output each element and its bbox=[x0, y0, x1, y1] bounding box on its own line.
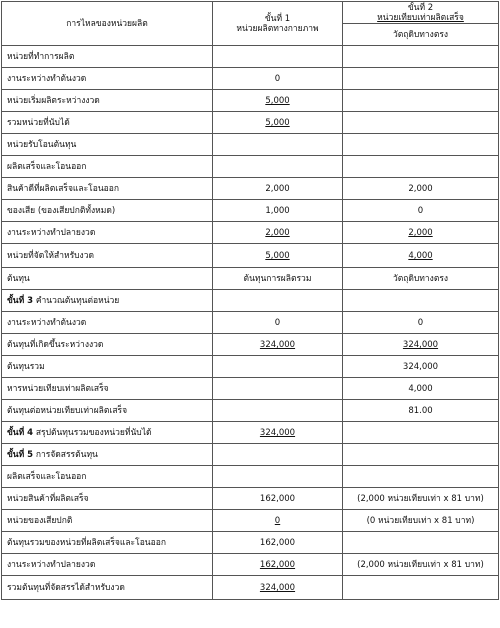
row-label-text: รวมหน่วยที่นับได้ bbox=[7, 117, 70, 128]
equivalent-units-cell bbox=[343, 68, 499, 90]
row-label bbox=[2, 222, 213, 244]
table-row bbox=[2, 554, 499, 576]
equivalent-units-cell bbox=[343, 356, 499, 378]
equivalent-units-cell bbox=[343, 134, 499, 156]
table-row bbox=[2, 400, 499, 422]
row-label-text: หน่วยที่จัดให้สำหรับงวด bbox=[7, 250, 94, 261]
row-label-text: การจัดสรรต้นทุน bbox=[35, 449, 98, 460]
table-row bbox=[2, 156, 499, 178]
equivalent-units-cell bbox=[343, 90, 499, 112]
physical-units-cell bbox=[213, 510, 343, 532]
step1-header bbox=[213, 2, 343, 46]
row-label-text: ต้นทุน bbox=[7, 273, 30, 284]
step1-subtitle: หน่วยผลิตทางกายภาพ bbox=[236, 23, 319, 34]
equivalent-units-cell bbox=[343, 290, 499, 312]
equivalent-units-cell bbox=[343, 46, 499, 68]
cell-value: 2,000 bbox=[408, 227, 433, 238]
cell-value: 81.00 bbox=[408, 405, 433, 416]
cell-value: (2,000 หน่วยเทียบเท่า x 81 บาท) bbox=[357, 493, 484, 504]
cell-value: ต้นทุนการผลิตรวม bbox=[243, 273, 312, 284]
row-label-text: คำนวณต้นทุนต่อหน่วย bbox=[35, 295, 120, 306]
row-label-text: งานระหว่างทำปลายงวด bbox=[7, 559, 96, 570]
row-label bbox=[2, 68, 213, 90]
physical-units-cell bbox=[213, 90, 343, 112]
table-row bbox=[2, 90, 499, 112]
physical-units-cell bbox=[213, 290, 343, 312]
cell-value: 2,000 bbox=[265, 183, 290, 194]
physical-units-cell bbox=[213, 68, 343, 90]
table-row bbox=[2, 576, 499, 600]
cell-value: (0 หน่วยเทียบเท่า x 81 บาท) bbox=[366, 515, 475, 526]
table-row bbox=[2, 488, 499, 510]
equivalent-units-cell bbox=[343, 532, 499, 554]
row-label bbox=[2, 334, 213, 356]
equivalent-units-cell bbox=[343, 334, 499, 356]
table-row bbox=[2, 334, 499, 356]
row-label bbox=[2, 466, 213, 488]
physical-units-cell bbox=[213, 400, 343, 422]
step-number: ขั้นที่ 4 bbox=[7, 427, 34, 438]
row-label bbox=[2, 510, 213, 532]
row-label-text: ต้นทุนรวมของหน่วยที่ผลิตเสร็จและโอนออก bbox=[7, 537, 166, 548]
table-row bbox=[2, 112, 499, 134]
equivalent-units-cell bbox=[343, 554, 499, 576]
table-row bbox=[2, 290, 499, 312]
cell-value: 1,000 bbox=[265, 205, 290, 216]
step2-title: ขั้นที่ 2 bbox=[407, 2, 434, 13]
flow-of-units-header: การไหลของหน่วยผลิต bbox=[2, 2, 213, 46]
table-row bbox=[2, 312, 499, 334]
cell-value: 324,000 bbox=[402, 361, 439, 372]
row-label-text: ผลิตเสร็จและโอนออก bbox=[7, 471, 87, 482]
physical-units-cell bbox=[213, 112, 343, 134]
table-row bbox=[2, 134, 499, 156]
physical-units-cell bbox=[213, 46, 343, 68]
equivalent-units-cell bbox=[343, 112, 499, 134]
physical-units-cell bbox=[213, 244, 343, 268]
physical-units-cell bbox=[213, 422, 343, 444]
row-label bbox=[2, 46, 213, 68]
table-row bbox=[2, 68, 499, 90]
row-label bbox=[2, 90, 213, 112]
process-costing-table bbox=[1, 1, 499, 600]
cell-value: 0 bbox=[274, 515, 281, 526]
cell-value: 5,000 bbox=[265, 117, 290, 128]
equivalent-units-cell bbox=[343, 488, 499, 510]
cell-value: 324,000 bbox=[259, 339, 296, 350]
physical-units-cell bbox=[213, 378, 343, 400]
row-label-text: งานระหว่างทำต้นงวด bbox=[7, 73, 87, 84]
table-row bbox=[2, 268, 499, 290]
cell-value: 162,000 bbox=[259, 559, 296, 570]
row-label-text: ผลิตเสร็จและโอนออก bbox=[7, 161, 87, 172]
row-label-text: หารหน่วยเทียบเท่าผลิตเสร็จ bbox=[7, 383, 109, 394]
physical-units-cell bbox=[213, 222, 343, 244]
cell-value: 0 bbox=[274, 317, 281, 328]
equivalent-units-cell bbox=[343, 268, 499, 290]
equivalent-units-cell bbox=[343, 510, 499, 532]
step-number: ขั้นที่ 3 bbox=[7, 295, 34, 306]
row-label-text: งานระหว่างทำต้นงวด bbox=[7, 317, 87, 328]
table-row bbox=[2, 378, 499, 400]
equivalent-units-cell bbox=[343, 422, 499, 444]
row-label bbox=[2, 576, 213, 600]
row-label-text: สินค้าดีที่ผลิตเสร็จและโอนออก bbox=[7, 183, 120, 194]
step-number: ขั้นที่ 5 bbox=[7, 449, 34, 460]
table-row bbox=[2, 466, 499, 488]
equivalent-units-cell bbox=[343, 312, 499, 334]
equivalent-units-cell bbox=[343, 156, 499, 178]
physical-units-cell bbox=[213, 488, 343, 510]
table-row bbox=[2, 46, 499, 68]
equivalent-units-cell bbox=[343, 200, 499, 222]
cell-value: 162,000 bbox=[259, 493, 296, 504]
row-label bbox=[2, 312, 213, 334]
table-row bbox=[2, 356, 499, 378]
row-label-text: หน่วยรับโอนต้นทุน bbox=[7, 139, 77, 150]
row-label bbox=[2, 268, 213, 290]
row-label bbox=[2, 378, 213, 400]
physical-units-cell bbox=[213, 268, 343, 290]
physical-units-cell bbox=[213, 466, 343, 488]
step2-header bbox=[343, 2, 499, 24]
row-label bbox=[2, 290, 213, 312]
cell-value: 162,000 bbox=[259, 537, 296, 548]
row-label bbox=[2, 532, 213, 554]
table-row bbox=[2, 244, 499, 268]
row-label bbox=[2, 356, 213, 378]
table-row bbox=[2, 200, 499, 222]
row-label-text: หน่วยที่ทำการผลิต bbox=[7, 51, 75, 62]
table-row bbox=[2, 222, 499, 244]
row-label bbox=[2, 112, 213, 134]
physical-units-cell bbox=[213, 156, 343, 178]
equivalent-units-cell bbox=[343, 444, 499, 466]
equivalent-units-cell bbox=[343, 222, 499, 244]
physical-units-cell bbox=[213, 444, 343, 466]
row-label-text: หน่วยสินค้าที่ผลิตเสร็จ bbox=[7, 493, 89, 504]
step2-subtitle: หน่วยเทียบเท่าผลิตเสร็จ bbox=[377, 12, 464, 23]
physical-units-cell bbox=[213, 134, 343, 156]
row-label bbox=[2, 244, 213, 268]
cell-value: 5,000 bbox=[265, 95, 290, 106]
cell-value: 324,000 bbox=[402, 339, 439, 350]
row-label bbox=[2, 400, 213, 422]
equivalent-units-cell bbox=[343, 178, 499, 200]
cell-value: 0 bbox=[274, 73, 281, 84]
row-label bbox=[2, 156, 213, 178]
row-label bbox=[2, 554, 213, 576]
physical-units-cell bbox=[213, 312, 343, 334]
table-row bbox=[2, 444, 499, 466]
row-label bbox=[2, 488, 213, 510]
row-label-text: ต้นทุนรวม bbox=[7, 361, 45, 372]
table-row bbox=[2, 422, 499, 444]
row-label-text: หน่วยของเสียปกติ bbox=[7, 515, 73, 526]
table-header bbox=[2, 2, 499, 46]
cell-value: 2,000 bbox=[265, 227, 290, 238]
cell-value: 5,000 bbox=[265, 250, 290, 261]
table-row bbox=[2, 510, 499, 532]
row-label-text: สรุปต้นทุนรวมของหน่วยที่นับได้ bbox=[35, 427, 152, 438]
cell-value: (2,000 หน่วยเทียบเท่า x 81 บาท) bbox=[357, 559, 484, 570]
cell-value: 0 bbox=[417, 317, 424, 328]
cell-value: วัตถุดิบทางตรง bbox=[392, 273, 449, 284]
direct-materials-header: วัตถุดิบทางตรง bbox=[343, 24, 499, 46]
physical-units-cell bbox=[213, 334, 343, 356]
row-label-text: ต้นทุนต่อหน่วยเทียบเท่าผลิตเสร็จ bbox=[7, 405, 128, 416]
equivalent-units-cell bbox=[343, 400, 499, 422]
physical-units-cell bbox=[213, 178, 343, 200]
row-label-text: หน่วยเริ่มผลิตระหว่างงวด bbox=[7, 95, 100, 106]
row-label-text: งานระหว่างทำปลายงวด bbox=[7, 227, 96, 238]
row-label-text: ต้นทุนที่เกิดขึ้นระหว่างงวด bbox=[7, 339, 104, 350]
table-row bbox=[2, 178, 499, 200]
cell-value: 4,000 bbox=[408, 383, 433, 394]
cell-value: 2,000 bbox=[408, 183, 433, 194]
table-body bbox=[2, 46, 499, 600]
equivalent-units-cell bbox=[343, 378, 499, 400]
equivalent-units-cell bbox=[343, 576, 499, 600]
row-label bbox=[2, 178, 213, 200]
row-label bbox=[2, 422, 213, 444]
cell-value: 0 bbox=[417, 205, 424, 216]
physical-units-cell bbox=[213, 576, 343, 600]
row-label bbox=[2, 134, 213, 156]
row-label bbox=[2, 200, 213, 222]
cell-value: 4,000 bbox=[408, 250, 433, 261]
physical-units-cell bbox=[213, 356, 343, 378]
table-row bbox=[2, 532, 499, 554]
cell-value: 324,000 bbox=[259, 582, 296, 593]
physical-units-cell bbox=[213, 200, 343, 222]
row-label bbox=[2, 444, 213, 466]
step1-title: ขั้นที่ 1 bbox=[264, 13, 291, 24]
cell-value: 324,000 bbox=[259, 427, 296, 438]
equivalent-units-cell bbox=[343, 244, 499, 268]
row-label-text: ของเสีย (ของเสียปกติทั้งหมด) bbox=[7, 205, 116, 216]
physical-units-cell bbox=[213, 554, 343, 576]
physical-units-cell bbox=[213, 532, 343, 554]
row-label-text: รวมต้นทุนที่จัดสรรได้สำหรับงวด bbox=[7, 582, 125, 593]
equivalent-units-cell bbox=[343, 466, 499, 488]
